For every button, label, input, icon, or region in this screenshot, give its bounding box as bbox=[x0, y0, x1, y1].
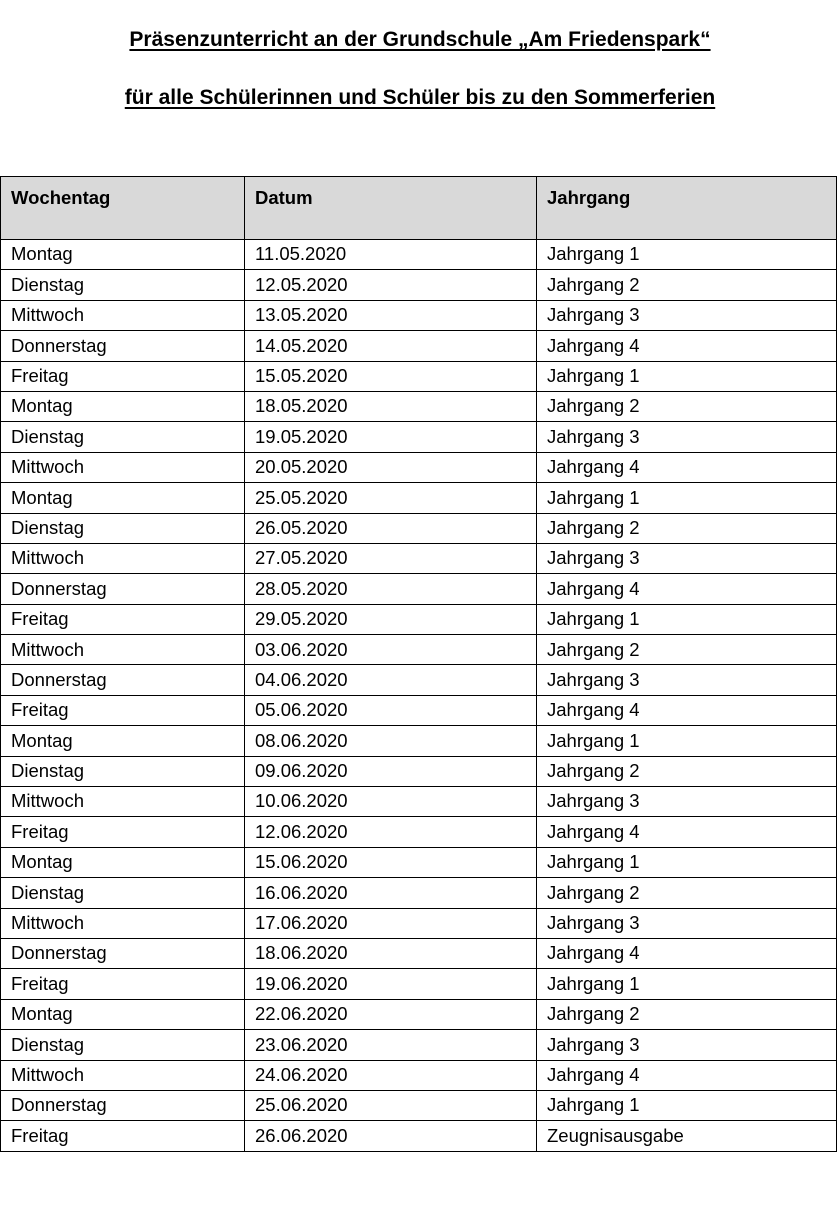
cell-datum: 03.06.2020 bbox=[245, 635, 537, 665]
cell-datum: 12.06.2020 bbox=[245, 817, 537, 847]
document-title: Präsenzunterricht an der Grundschule „Am Friedenspark“ bbox=[129, 28, 711, 51]
table-row bbox=[1, 604, 837, 634]
cell-datum: 28.05.2020 bbox=[245, 574, 537, 604]
cell-datum: 27.05.2020 bbox=[245, 543, 537, 573]
table-row bbox=[1, 331, 837, 361]
table-row bbox=[1, 422, 837, 452]
cell-wochentag: Montag bbox=[1, 999, 245, 1029]
cell-datum: 29.05.2020 bbox=[245, 604, 537, 634]
cell-jahrgang: Jahrgang 4 bbox=[537, 695, 837, 725]
cell-wochentag: Montag bbox=[1, 726, 245, 756]
cell-wochentag: Dienstag bbox=[1, 1030, 245, 1060]
cell-wochentag: Mittwoch bbox=[1, 787, 245, 817]
cell-wochentag: Mittwoch bbox=[1, 543, 245, 573]
table-row bbox=[1, 787, 837, 817]
cell-wochentag: Freitag bbox=[1, 817, 245, 847]
cell-datum: 13.05.2020 bbox=[245, 300, 537, 330]
table-row bbox=[1, 726, 837, 756]
cell-jahrgang: Jahrgang 1 bbox=[537, 483, 837, 513]
cell-wochentag: Freitag bbox=[1, 1121, 245, 1151]
cell-wochentag: Donnerstag bbox=[1, 665, 245, 695]
cell-wochentag: Dienstag bbox=[1, 422, 245, 452]
table-row bbox=[1, 513, 837, 543]
cell-jahrgang: Jahrgang 4 bbox=[537, 938, 837, 968]
table-row bbox=[1, 817, 837, 847]
cell-datum: 05.06.2020 bbox=[245, 695, 537, 725]
table-row bbox=[1, 635, 837, 665]
cell-datum: 16.06.2020 bbox=[245, 878, 537, 908]
table-header-row bbox=[1, 177, 837, 240]
cell-datum: 19.05.2020 bbox=[245, 422, 537, 452]
cell-datum: 26.05.2020 bbox=[245, 513, 537, 543]
cell-datum: 18.06.2020 bbox=[245, 938, 537, 968]
cell-wochentag: Freitag bbox=[1, 361, 245, 391]
table-row bbox=[1, 270, 837, 300]
table-row bbox=[1, 1090, 837, 1120]
cell-datum: 22.06.2020 bbox=[245, 999, 537, 1029]
cell-datum: 09.06.2020 bbox=[245, 756, 537, 786]
cell-datum: 12.05.2020 bbox=[245, 270, 537, 300]
cell-jahrgang: Jahrgang 4 bbox=[537, 1060, 837, 1090]
cell-wochentag: Freitag bbox=[1, 695, 245, 725]
cell-jahrgang: Jahrgang 4 bbox=[537, 574, 837, 604]
table-row bbox=[1, 665, 837, 695]
table-row bbox=[1, 695, 837, 725]
table-row bbox=[1, 483, 837, 513]
cell-datum: 10.06.2020 bbox=[245, 787, 537, 817]
cell-wochentag: Freitag bbox=[1, 604, 245, 634]
table-row bbox=[1, 361, 837, 391]
table-row bbox=[1, 969, 837, 999]
cell-jahrgang: Jahrgang 4 bbox=[537, 452, 837, 482]
cell-jahrgang: Jahrgang 2 bbox=[537, 756, 837, 786]
cell-jahrgang: Jahrgang 2 bbox=[537, 878, 837, 908]
table-row bbox=[1, 999, 837, 1029]
column-header-datum: Datum bbox=[245, 177, 537, 240]
cell-jahrgang: Jahrgang 3 bbox=[537, 543, 837, 573]
cell-wochentag: Freitag bbox=[1, 969, 245, 999]
cell-jahrgang: Jahrgang 3 bbox=[537, 665, 837, 695]
table-row bbox=[1, 574, 837, 604]
cell-datum: 15.05.2020 bbox=[245, 361, 537, 391]
table-row bbox=[1, 452, 837, 482]
cell-datum: 04.06.2020 bbox=[245, 665, 537, 695]
table-row bbox=[1, 756, 837, 786]
cell-wochentag: Dienstag bbox=[1, 513, 245, 543]
table-row bbox=[1, 391, 837, 421]
cell-wochentag: Donnerstag bbox=[1, 331, 245, 361]
cell-wochentag: Montag bbox=[1, 483, 245, 513]
cell-jahrgang: Jahrgang 1 bbox=[537, 1090, 837, 1120]
cell-jahrgang: Jahrgang 1 bbox=[537, 847, 837, 877]
cell-wochentag: Donnerstag bbox=[1, 938, 245, 968]
cell-wochentag: Mittwoch bbox=[1, 908, 245, 938]
cell-wochentag: Donnerstag bbox=[1, 574, 245, 604]
cell-wochentag: Montag bbox=[1, 240, 245, 270]
table-row bbox=[1, 300, 837, 330]
cell-jahrgang: Jahrgang 1 bbox=[537, 240, 837, 270]
cell-wochentag: Montag bbox=[1, 847, 245, 877]
column-header-jahrgang: Jahrgang bbox=[537, 177, 837, 240]
cell-jahrgang: Jahrgang 2 bbox=[537, 635, 837, 665]
table-row bbox=[1, 908, 837, 938]
cell-datum: 25.06.2020 bbox=[245, 1090, 537, 1120]
cell-wochentag: Montag bbox=[1, 391, 245, 421]
cell-jahrgang: Jahrgang 4 bbox=[537, 331, 837, 361]
cell-wochentag: Mittwoch bbox=[1, 635, 245, 665]
cell-jahrgang: Jahrgang 3 bbox=[537, 422, 837, 452]
cell-jahrgang: Jahrgang 3 bbox=[537, 300, 837, 330]
table-row bbox=[1, 1060, 837, 1090]
cell-datum: 14.05.2020 bbox=[245, 331, 537, 361]
cell-wochentag: Dienstag bbox=[1, 270, 245, 300]
cell-datum: 18.05.2020 bbox=[245, 391, 537, 421]
table-body bbox=[1, 240, 837, 1152]
cell-wochentag: Dienstag bbox=[1, 756, 245, 786]
table-row bbox=[1, 1121, 837, 1151]
table-row bbox=[1, 847, 837, 877]
column-header-wochentag: Wochentag bbox=[1, 177, 245, 240]
cell-jahrgang: Jahrgang 2 bbox=[537, 999, 837, 1029]
cell-jahrgang: Jahrgang 3 bbox=[537, 787, 837, 817]
cell-jahrgang: Zeugnisausgabe bbox=[537, 1121, 837, 1151]
schedule-table bbox=[0, 176, 837, 1152]
table-row bbox=[1, 240, 837, 270]
cell-jahrgang: Jahrgang 1 bbox=[537, 604, 837, 634]
cell-datum: 17.06.2020 bbox=[245, 908, 537, 938]
cell-jahrgang: Jahrgang 2 bbox=[537, 270, 837, 300]
cell-wochentag: Mittwoch bbox=[1, 1060, 245, 1090]
table-row bbox=[1, 878, 837, 908]
document-subtitle: für alle Schülerinnen und Schüler bis zu den Sommerferien bbox=[124, 86, 716, 109]
cell-jahrgang: Jahrgang 2 bbox=[537, 391, 837, 421]
cell-wochentag: Mittwoch bbox=[1, 300, 245, 330]
cell-datum: 11.05.2020 bbox=[245, 240, 537, 270]
cell-jahrgang: Jahrgang 4 bbox=[537, 817, 837, 847]
cell-jahrgang: Jahrgang 1 bbox=[537, 361, 837, 391]
cell-datum: 23.06.2020 bbox=[245, 1030, 537, 1060]
cell-wochentag: Mittwoch bbox=[1, 452, 245, 482]
cell-jahrgang: Jahrgang 1 bbox=[537, 969, 837, 999]
cell-wochentag: Dienstag bbox=[1, 878, 245, 908]
cell-datum: 20.05.2020 bbox=[245, 452, 537, 482]
cell-jahrgang: Jahrgang 3 bbox=[537, 908, 837, 938]
cell-datum: 25.05.2020 bbox=[245, 483, 537, 513]
cell-jahrgang: Jahrgang 2 bbox=[537, 513, 837, 543]
cell-wochentag: Donnerstag bbox=[1, 1090, 245, 1120]
table-row bbox=[1, 938, 837, 968]
cell-datum: 19.06.2020 bbox=[245, 969, 537, 999]
cell-datum: 15.06.2020 bbox=[245, 847, 537, 877]
table-row bbox=[1, 1030, 837, 1060]
cell-jahrgang: Jahrgang 1 bbox=[537, 726, 837, 756]
cell-datum: 26.06.2020 bbox=[245, 1121, 537, 1151]
cell-datum: 08.06.2020 bbox=[245, 726, 537, 756]
table-row bbox=[1, 543, 837, 573]
cell-datum: 24.06.2020 bbox=[245, 1060, 537, 1090]
cell-jahrgang: Jahrgang 3 bbox=[537, 1030, 837, 1060]
